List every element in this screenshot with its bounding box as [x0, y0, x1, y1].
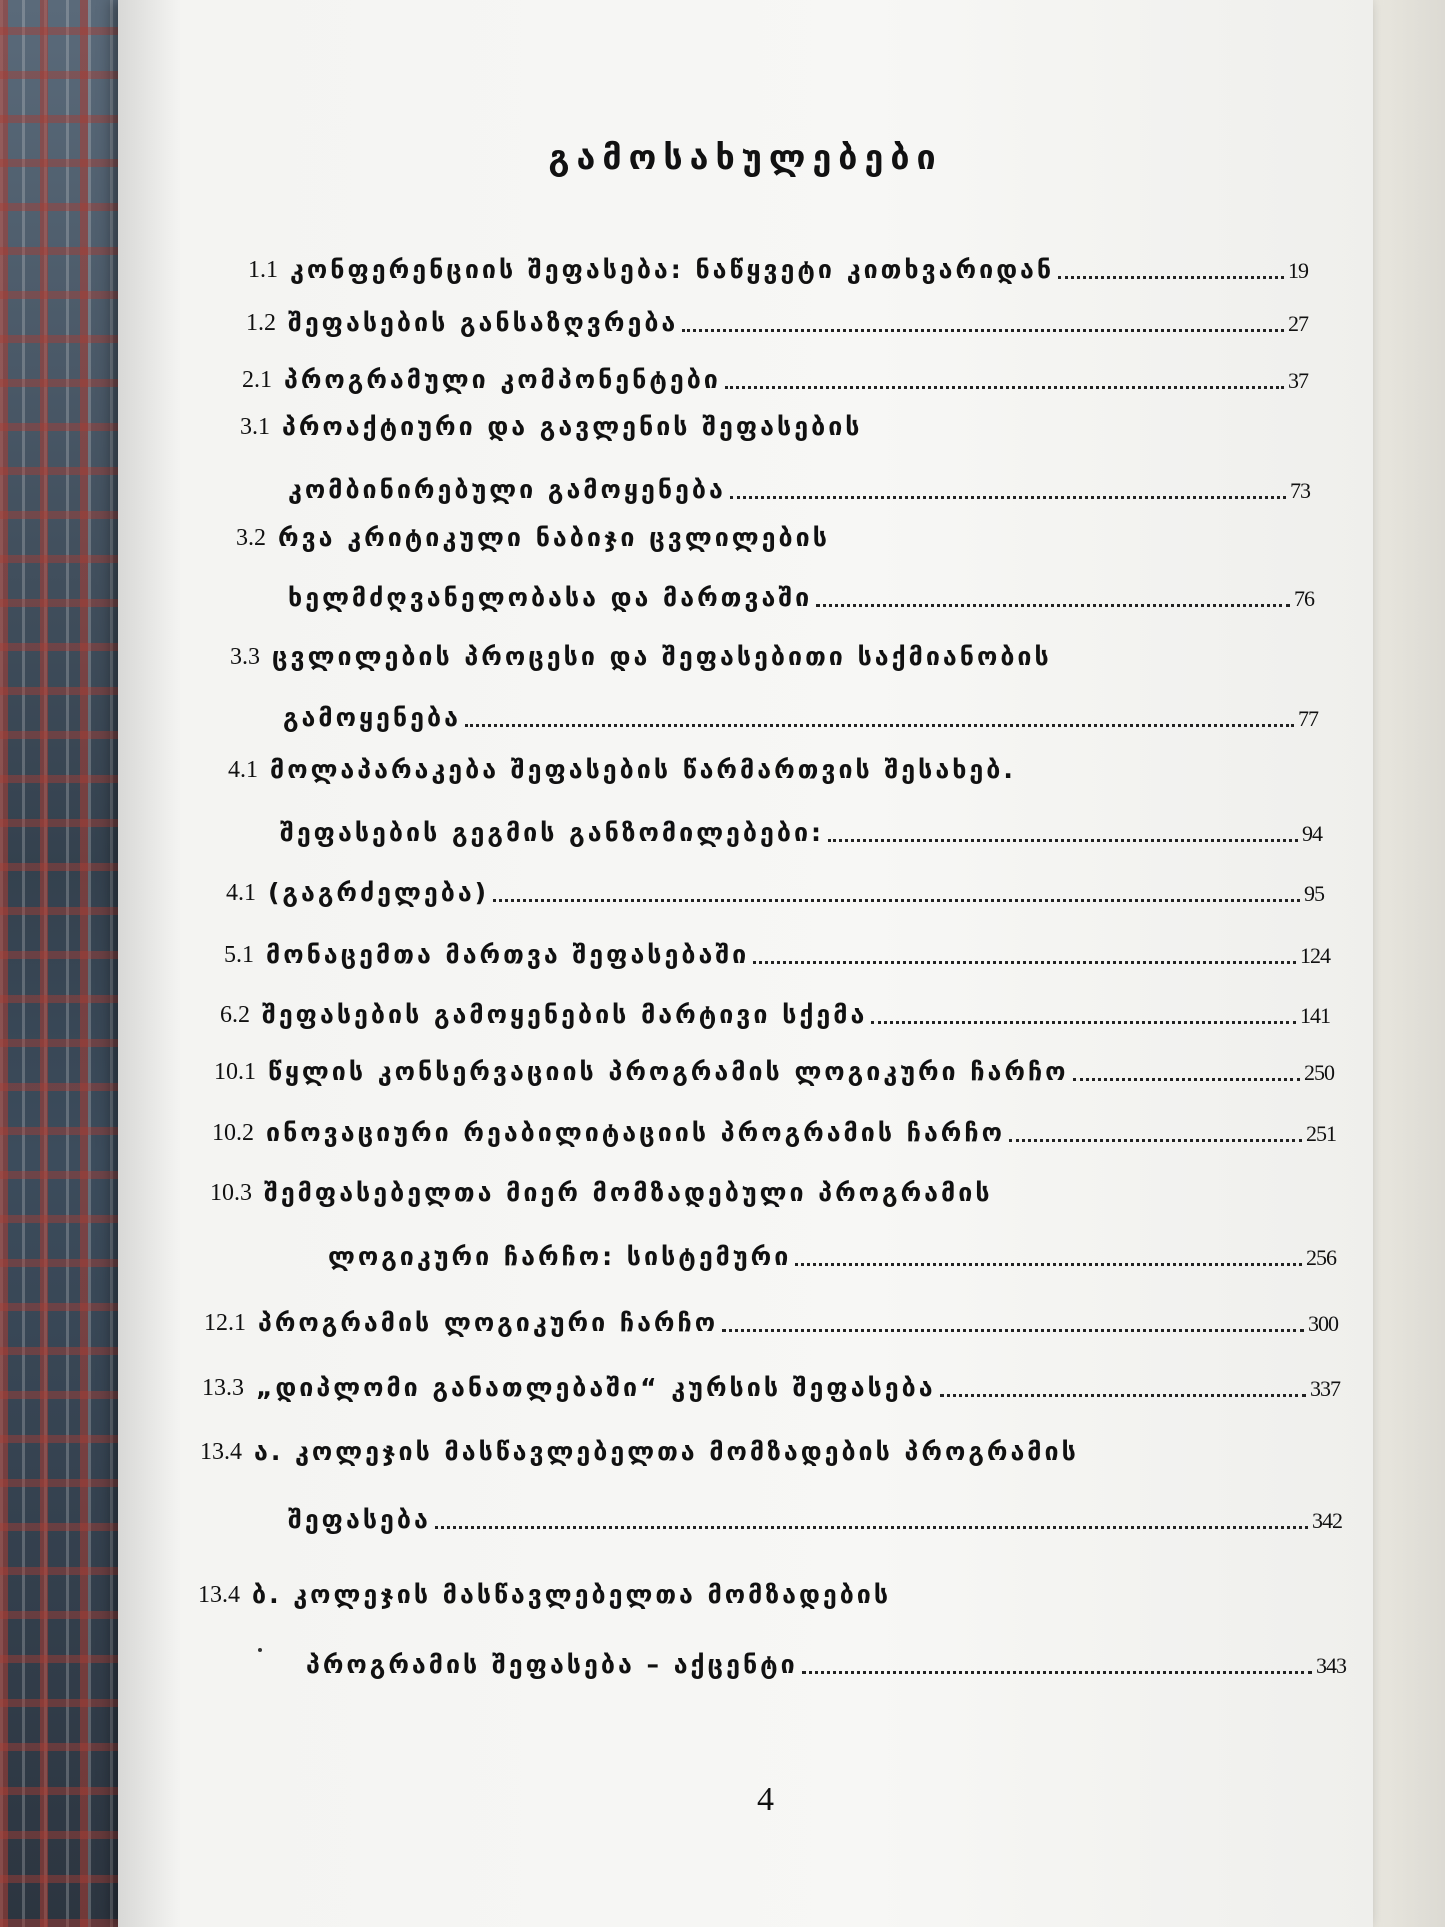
entry-title-continued: შეფასება: [288, 1505, 431, 1534]
entry-page: 337: [1310, 1376, 1340, 1401]
entry-number: 10.2: [212, 1120, 254, 1146]
page-number: 4: [757, 1781, 774, 1818]
entry-title: კონფერენციის შეფასება: ნაწყვეტი კითხვარიდან: [290, 255, 1055, 284]
entry-number: 3.1: [240, 414, 270, 440]
entry-page: 73: [1290, 478, 1310, 503]
entry-page: 19: [1288, 258, 1308, 283]
adjacent-page-edge: [1367, 0, 1445, 1927]
entry-title-continued: კომბინირებული გამოყენება: [288, 475, 726, 504]
dot-leader: [435, 1526, 1308, 1529]
entry-page: 343: [1316, 1653, 1346, 1678]
entry-title: „დიპლომი განათლებაში“ კურსის შეფასება: [256, 1373, 936, 1402]
entry-number: 1.1: [248, 257, 278, 283]
entry-number: 4.1: [228, 757, 258, 783]
entry-page: 300: [1308, 1311, 1338, 1336]
entry-number: 4.1: [226, 880, 256, 906]
entry-title: პროაქტიური და გავლენის შეფასების: [282, 412, 863, 441]
entry-page: 77: [1298, 706, 1318, 731]
entry-page: 94: [1302, 821, 1322, 846]
page-title: გამოსახულებები: [548, 138, 943, 178]
entry-page: 124: [1300, 943, 1330, 968]
dot-leader: [1009, 1139, 1302, 1142]
dot-leader: [753, 961, 1296, 964]
print-speck: [258, 1648, 262, 1652]
dot-leader: [1073, 1078, 1300, 1081]
entry-number: 10.1: [214, 1059, 256, 1085]
dot-leader: [465, 724, 1294, 727]
dot-leader: [730, 496, 1286, 499]
entry-title: ინოვაციური რეაბილიტაციის პროგრამის ჩარჩო: [266, 1118, 1005, 1147]
entry-page: 141: [1300, 1003, 1330, 1028]
entry-title-continued: ლოგიკური ჩარჩო: სისტემური: [328, 1242, 792, 1271]
entry-number: 13.3: [202, 1375, 244, 1401]
book-page: [118, 0, 1373, 1927]
entry-title: ცვლილების პროცესი და შეფასებითი საქმიანობის: [272, 642, 1052, 671]
entry-title: რვა კრიტიკული ნაბიჯი ცვლილების: [278, 523, 830, 552]
entry-title: შემფასებელთა მიერ მომზადებული პროგრამის: [264, 1178, 993, 1207]
entry-title: ა. კოლეჯის მასწავლებელთა მომზადების პროგრამის: [254, 1437, 1079, 1466]
entry-title: პროგრამის ლოგიკური ჩარჩო: [258, 1308, 719, 1337]
entry-title: (გაგრძელება): [268, 878, 490, 907]
entry-number: 3.2: [236, 525, 266, 551]
dot-leader: [828, 839, 1298, 842]
entry-page: 37: [1288, 368, 1308, 393]
entry-number: 13.4: [200, 1439, 242, 1465]
entry-title-continued: პროგრამის შეფასება – აქცენტი: [306, 1650, 798, 1679]
entry-title: შეფასების გამოყენების მარტივი სქემა: [262, 1000, 868, 1029]
entry-title: ბ. კოლეჯის მასწავლებელთა მომზადების: [252, 1580, 892, 1609]
dot-leader: [940, 1394, 1306, 1397]
dot-leader: [795, 1263, 1302, 1266]
entry-title: მონაცემთა მართვა შეფასებაში: [266, 940, 750, 969]
entry-page: 27: [1288, 311, 1308, 336]
dot-leader: [1058, 276, 1284, 279]
entry-page: 342: [1312, 1508, 1342, 1533]
entry-title: შეფასების განსაზღვრება: [288, 308, 679, 337]
entry-title-continued: გამოყენება: [283, 703, 461, 732]
dot-leader: [816, 604, 1290, 607]
entry-page: 256: [1306, 1245, 1336, 1270]
entry-number: 13.4: [198, 1582, 240, 1608]
entry-page: 76: [1294, 586, 1314, 611]
entry-title-continued: ხელმძღვანელობასა და მართვაში: [288, 583, 813, 612]
dot-leader: [725, 386, 1284, 389]
entry-title-continued: შეფასების გეგმის განზომილებები:: [280, 818, 825, 847]
dot-leader: [493, 899, 1300, 902]
entry-page: 95: [1304, 881, 1324, 906]
dot-leader: [802, 1671, 1312, 1674]
entry-page: 250: [1304, 1060, 1334, 1085]
entry-number: 6.2: [220, 1002, 250, 1028]
entry-number: 10.3: [210, 1180, 252, 1206]
entry-number: 12.1: [204, 1310, 246, 1336]
entry-title: პროგრამული კომპონენტები: [284, 365, 721, 394]
dot-leader: [871, 1021, 1296, 1024]
entry-number: 3.3: [230, 644, 260, 670]
entry-number: 2.1: [242, 367, 272, 393]
dot-leader: [682, 329, 1284, 332]
entry-number: 5.1: [224, 942, 254, 968]
entry-title: მოლაპარაკება შეფასების წარმართვის შესახებ.: [270, 755, 1016, 784]
entry-number: 1.2: [246, 310, 276, 336]
dot-leader: [722, 1329, 1304, 1332]
entry-title: წყლის კონსერვაციის პროგრამის ლოგიკური ჩარჩო: [268, 1057, 1069, 1086]
entry-page: 251: [1306, 1121, 1336, 1146]
